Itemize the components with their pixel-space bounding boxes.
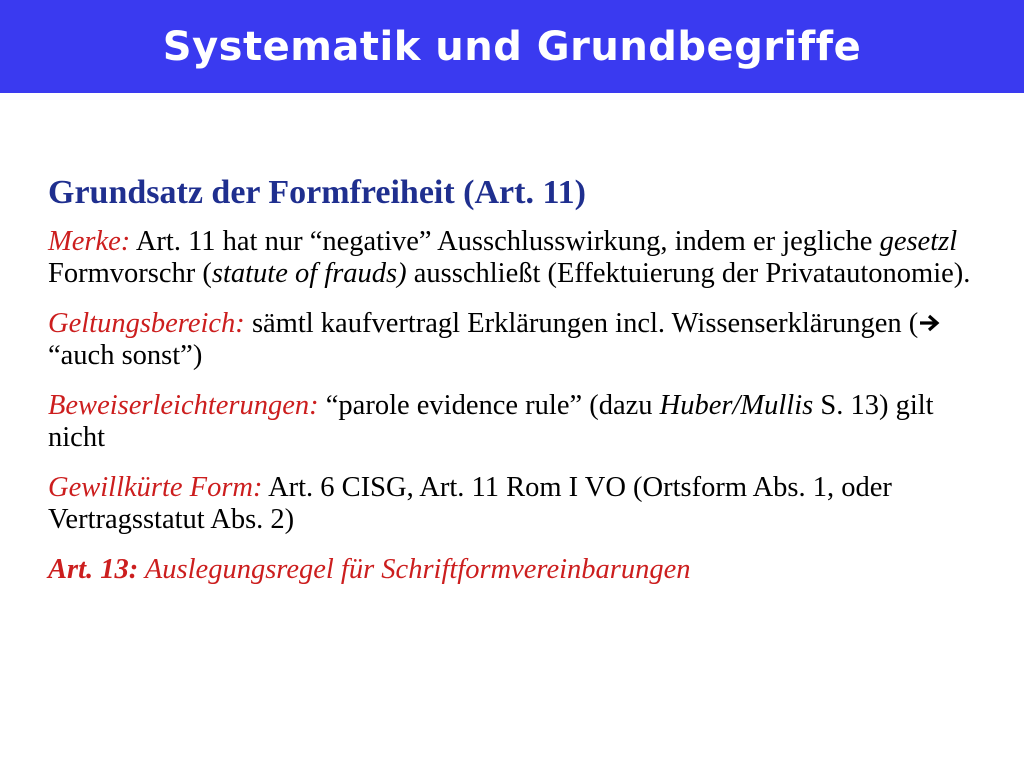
beweis-paragraph xyxy=(48,390,978,454)
arrow-right-icon xyxy=(918,311,942,335)
merke-text-1: Art. 11 hat nur “negative” Ausschlusswirkung, indem er jegliche xyxy=(130,226,880,257)
title-bar xyxy=(0,0,1024,93)
gewill-label: Gewillkürte Form: xyxy=(48,472,263,503)
geltung-text-1: sämtl kaufvertragl Erklärungen incl. Wissenserklärungen ( xyxy=(244,308,919,339)
slide-content xyxy=(48,170,978,604)
merke-paragraph xyxy=(48,226,978,290)
geltung-text-2: “auch sonst”) xyxy=(48,340,203,371)
geltung-label: Geltungsbereich: xyxy=(48,308,245,339)
merke-text-3: ausschließt (Effektuierung der Privatautonomie). xyxy=(406,258,971,289)
gewill-text-1: Art. 6 CISG, Art. 11 Rom I VO (Ortsform Abs. 1, oder Vertragsstatut Abs. 2) xyxy=(48,472,892,535)
merke-text-2: Formvorschr ( xyxy=(48,258,212,289)
art13-text: Auslegungsregel für Schriftformvereinbarungen xyxy=(138,554,691,585)
beweis-text-2: S. 13) gilt nicht xyxy=(48,390,934,453)
section-heading: Grundsatz der Formfreiheit (Art. 11) xyxy=(48,174,586,211)
merke-italic-2: statute of frauds) xyxy=(211,258,407,289)
art13-paragraph xyxy=(48,554,978,586)
beweis-italic-1: Huber/Mullis xyxy=(659,390,814,421)
merke-label: Merke: xyxy=(48,226,131,257)
merke-italic-1: gesetzl xyxy=(879,226,958,257)
gewill-paragraph xyxy=(48,472,978,536)
slide-title: Systematik und Grundbegriffe xyxy=(162,23,862,70)
art13-label: Art. 13: xyxy=(48,554,139,585)
beweis-label: Beweiserleichterungen: xyxy=(48,390,319,421)
geltung-paragraph xyxy=(48,308,978,372)
beweis-text-1: “parole evidence rule” (dazu xyxy=(318,390,660,421)
